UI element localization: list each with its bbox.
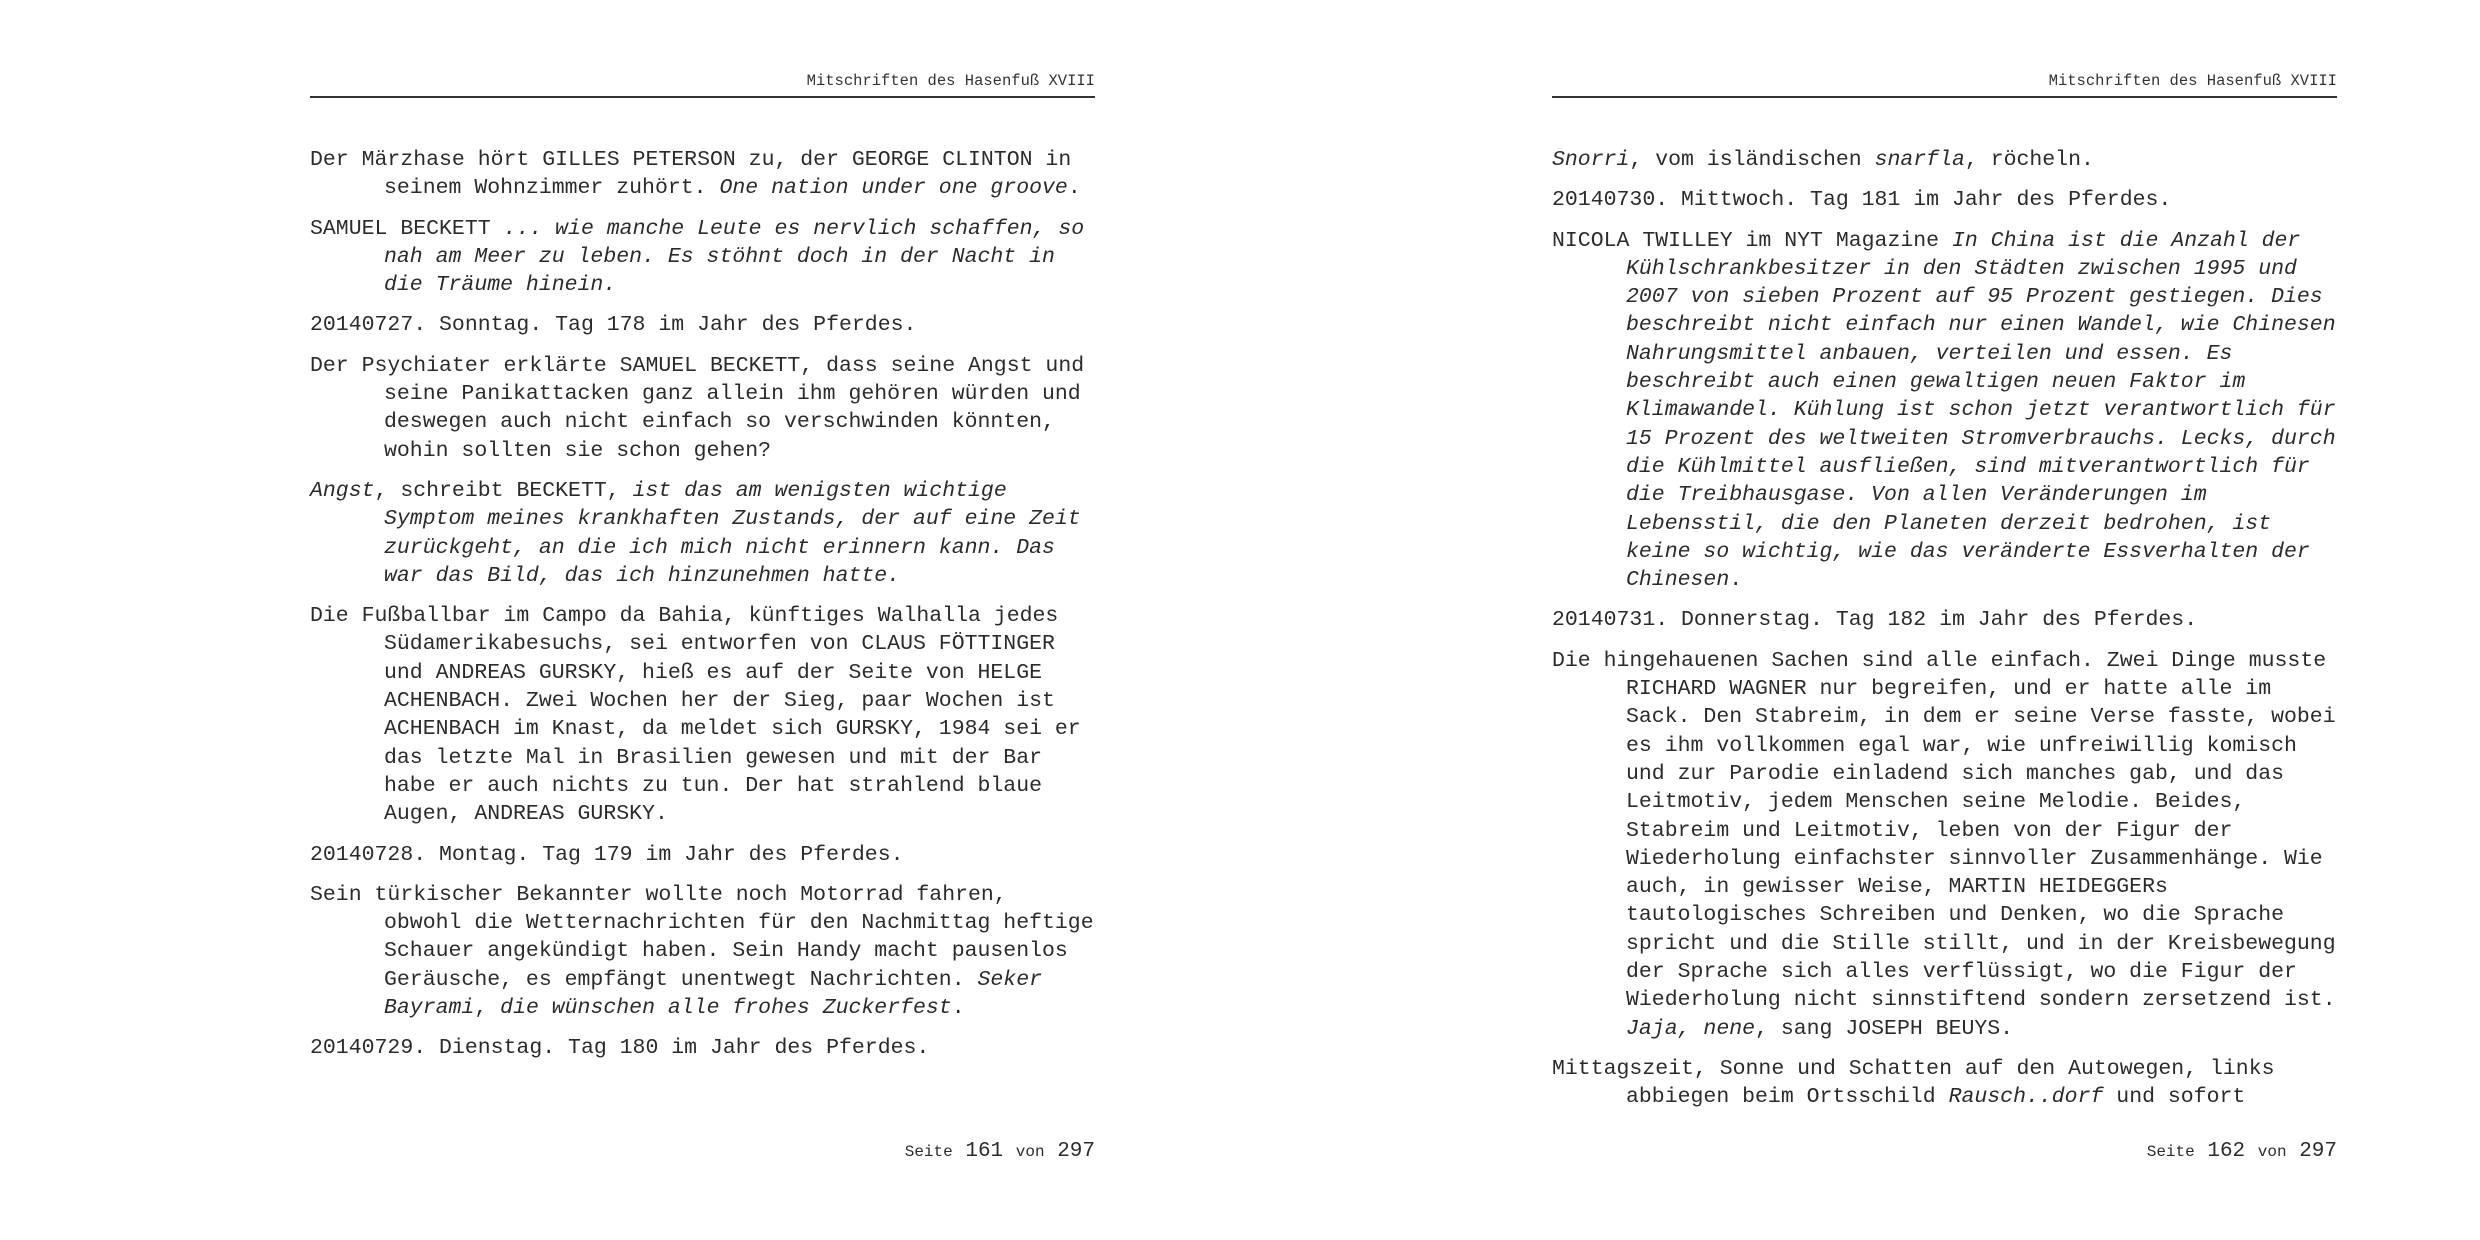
header-rule (1552, 96, 2337, 98)
paragraph (310, 215, 1095, 300)
paragraph (310, 841, 1095, 869)
header-rule (310, 96, 1095, 98)
text-run: und sofort (2103, 1085, 2246, 1110)
text-run: 20140729. Dienstag. Tag 180 im Jahr des Pferdes. (310, 1036, 930, 1061)
paragraph (310, 477, 1095, 590)
text-run: NICOLA TWILLEY im NYT Magazine (1552, 228, 1952, 253)
paragraph (310, 881, 1095, 1022)
paragraph (310, 146, 1095, 203)
paragraph (310, 1034, 1095, 1062)
page-footer (1552, 1140, 2337, 1163)
page-number: 161 (965, 1140, 1004, 1163)
paragraph (1552, 146, 2337, 174)
footer-seite-label: Seite (2146, 1143, 2195, 1161)
page-body (1552, 146, 2337, 1124)
text-run: Die Fußballbar im Campo da Bahia, künftiges Walhalla jedes Südamerikabesuchs, sei entworfen von CLAUS FÖTTINGER und ANDREAS GURSKY, hieß es auf der Seite von HELGE ACHENBACH. Zwei Wochen her der Sieg, paar Wochen ist ACHENBACH im Knast, da meldet sich GURSKY, 1984 sei er das letzte Mal in Brasilien gewesen und mit der Bar habe er auch nichts zu tun. Der hat strahlend blaue Augen, ANDREAS GURSKY. (310, 604, 1081, 827)
text-run: Sein türkischer Bekannter wollte noch Motorrad fahren, obwohl die Wetternachrichten für den Nachmittag heftige Schauer angekündigt haben. Sein Handy macht pausenlos Geräusche, es empfängt unentwegt Nachrichten. (310, 882, 1094, 992)
italic-text: ist das am wenigsten wichtige Symptom meines krankhaften Zustands, der auf eine Zeit zurückgeht, an die ich mich nicht erinnern kann. Das war das Bild, das ich hinzunehmen hatte. (384, 478, 1081, 588)
italic-text: One nation under one groove (719, 176, 1068, 201)
footer-von-label: von (1015, 1143, 1045, 1161)
page-total: 297 (1057, 1140, 1095, 1163)
italic-text: ... wie manche Leute es nervlich schaffen, so nah am Meer zu leben. Es stöhnt doch in der Nacht in die Träume hinein. (384, 216, 1085, 298)
page-number: 162 (2207, 1140, 2246, 1163)
paragraph (1552, 1055, 2337, 1112)
paragraph (1552, 186, 2337, 214)
text-run: . (1729, 568, 1743, 593)
italic-text: die wünschen alle frohes Zuckerfest (500, 996, 952, 1021)
italic-text: Snorri (1552, 148, 1630, 172)
text-run: , sang JOSEPH BEUYS. (1755, 1016, 2014, 1041)
paragraph (310, 602, 1095, 828)
text-run: Die hingehauenen Sachen sind alle einfach. Zwei Dinge musste RICHARD WAGNER nur begreifen, und er hatte alle im Sack. Den Stabreim, in dem er seine Verse fasste, wobei es ihm vollkommen egal war, wie unfreiwillig komisch und zur Parodie einladend sich manches gab, und das Leitmotiv, jedem Menschen seine Melodie. Beides, Stabreim und Leitmotiv, leben von der Figur der Wiederholung einfachster sinnvoller Zusammenhänge. Wie auch, in gewisser Weise, MARTIN HEIDEGGERs tautologisches Schreiben und Denken, wo die Sprache spricht und die Stille stillt, und in der Kreisbewegung der Sprache sich alles verflüssigt, wo die Figur der Wiederholung nicht sinnstiftend sondern zersetzend ist. (1552, 648, 2336, 1013)
paragraph (310, 311, 1095, 339)
text-run: . (951, 996, 965, 1021)
text-run: , schreibt BECKETT, (374, 478, 633, 503)
text-run: Der Märzhase hört GILLES PETERSON zu, der GEORGE CLINTON in seinem Wohnzimmer zuhört. (310, 148, 1072, 201)
page-body (310, 146, 1095, 1075)
page-total: 297 (2299, 1140, 2337, 1163)
italic-text: Seker Bayrami (384, 967, 1043, 1021)
text-run: Mittagszeit, Sonne und Schatten auf den Autowegen, links abbiegen beim Ortsschild (1552, 1056, 2275, 1110)
footer-von-label: von (2257, 1143, 2287, 1161)
paragraph (1552, 606, 2337, 634)
text-run: 20140730. Mittwoch. Tag 181 im Jahr des Pferdes. (1552, 188, 2172, 213)
page-footer (310, 1140, 1095, 1163)
italic-text: Angst (310, 478, 375, 503)
footer-seite-label: Seite (904, 1143, 953, 1161)
italic-text: snarfla (1874, 148, 1965, 172)
text-run: , (474, 996, 501, 1021)
text-run: SAMUEL BECKETT (310, 216, 504, 241)
paragraph (1552, 647, 2337, 1043)
right-page (1552, 0, 2342, 1240)
text-run: . (1067, 176, 1081, 201)
paragraph (1552, 227, 2337, 595)
italic-text: Rausch..dorf (1948, 1085, 2104, 1110)
text-run: 20140727. Sonntag. Tag 178 im Jahr des Pferdes. (310, 313, 917, 338)
running-header: Mitschriften des Hasenfuß XVIII (806, 72, 1095, 90)
italic-text: In China ist die Anzahl der Kühlschrankbesitzer in den Städten zwischen 1995 und 2007 von sieben Prozent auf 95 Prozent gestiegen. Dies beschreibt nicht einfach nur einen Wandel, wie Chinesen Nahrungsmittel anbauen, verteilen und essen. Es beschreibt auch einen gewaltigen neuen Faktor im Klimawandel. Kühlung ist schon jetzt verantwortlich für 15 Prozent des weltweiten Stromverbrauchs. Lecks, durch die Kühlmittel ausfließen, sind mitverantwortlich für die Treibhausgase. Von allen Veränderungen im Lebensstil, die den Planeten derzeit bedrohen, ist keine so wichtig, wie das veränderte Essverhalten der Chinesen (1626, 228, 2336, 593)
text-run: 20140728. Montag. Tag 179 im Jahr des Pferdes. (310, 842, 904, 867)
text-run: , röcheln. (1964, 148, 2094, 172)
text-run: 20140731. Donnerstag. Tag 182 im Jahr des Pferdes. (1552, 608, 2198, 633)
running-header: Mitschriften des Hasenfuß XVIII (2048, 72, 2337, 90)
paragraph (310, 352, 1095, 465)
left-page (310, 0, 1100, 1240)
text-run: , vom isländischen (1629, 148, 1875, 172)
text-run: Der Psychiater erklärte SAMUEL BECKETT, dass seine Angst und seine Panikattacken ganz allein ihm gehören würden und deswegen auch nicht einfach so verschwinden könnten, wohin sollten sie schon gehen? (310, 353, 1085, 463)
italic-text: Jaja, nene (1626, 1016, 1756, 1041)
